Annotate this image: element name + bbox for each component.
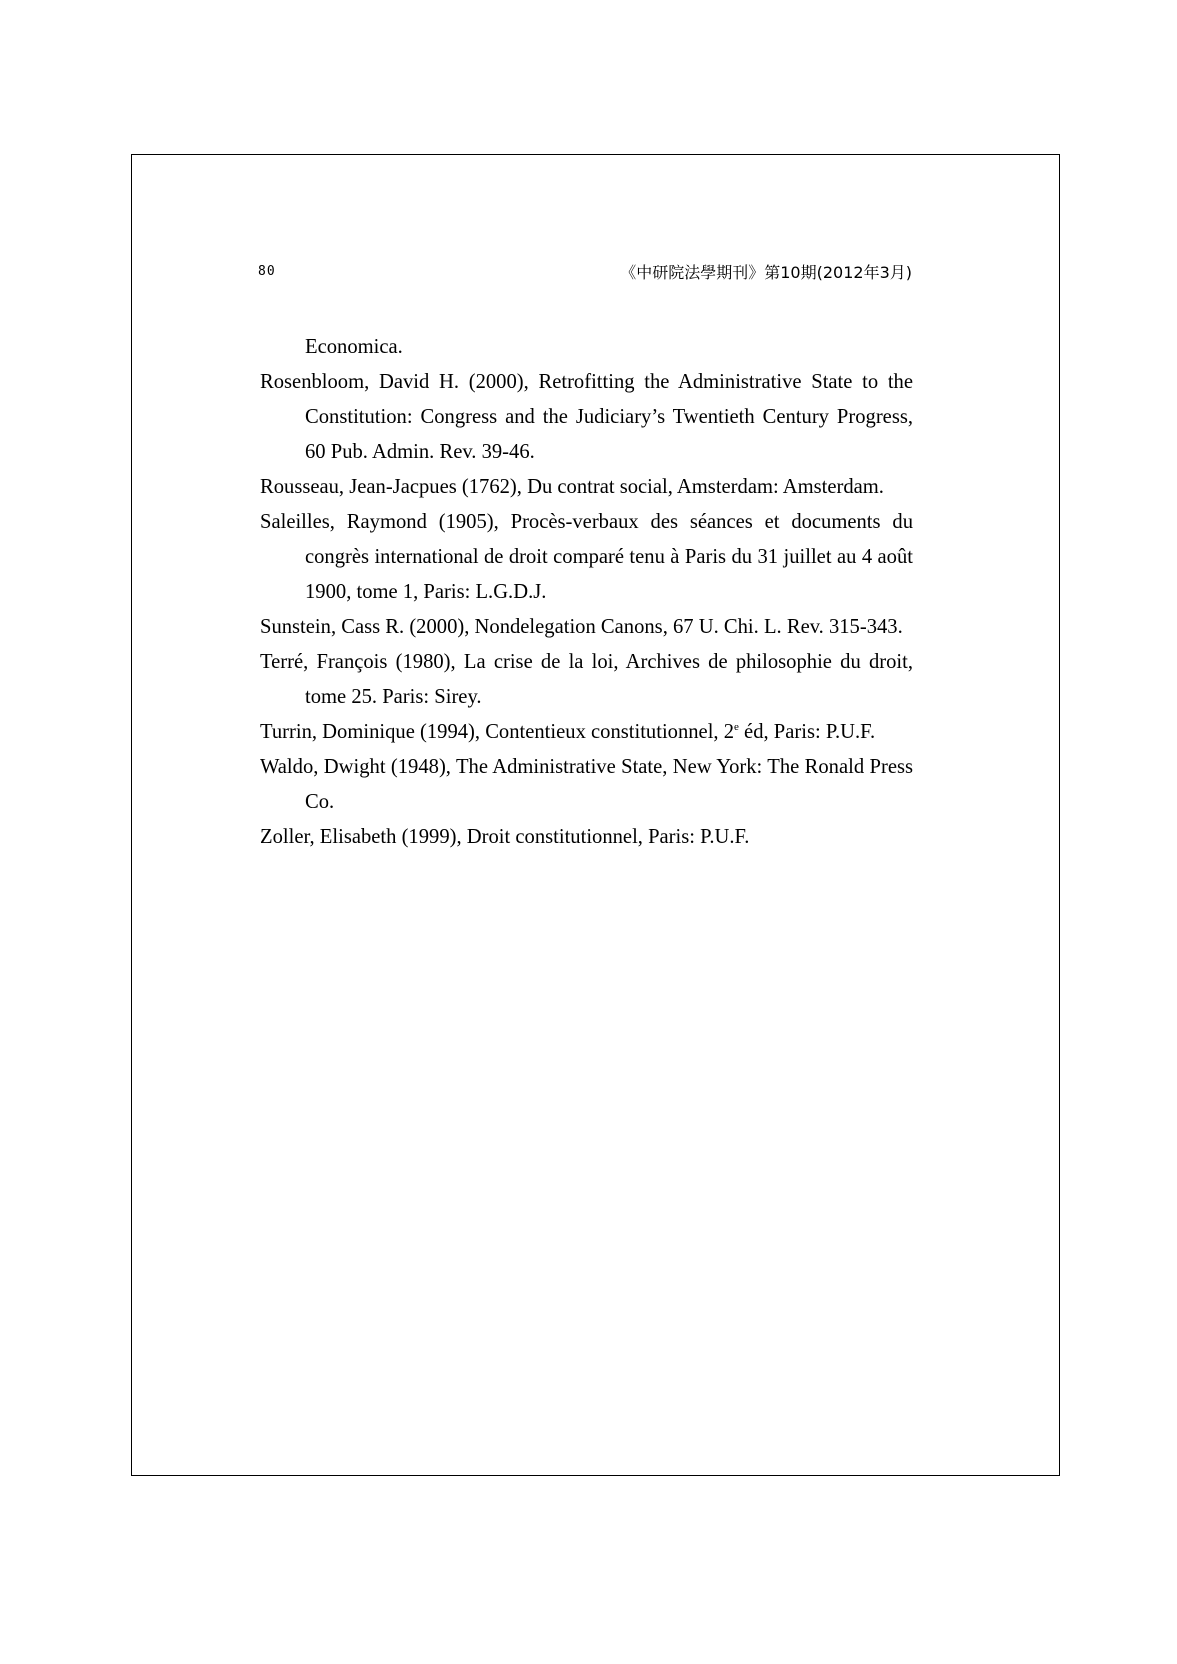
journal-running-head: 《中研院法學期刊》第10期(2012年3月) [620, 263, 912, 282]
reference-entry-saleilles: Saleilles, Raymond (1905), Procès-verbaux des séances et documents du congrès international de droit comparé tenu à Paris du 31 juillet au 4 août 1900, tome 1, Paris: L.G.D.J. [260, 511, 913, 603]
reference-entry-waldo: Waldo, Dwight (1948), The Administrative State, New York: The Ronald Press Co. [260, 756, 913, 813]
reference-entry-zoller: Zoller, Elisabeth (1999), Droit constitutionnel, Paris: P.U.F. [260, 826, 750, 848]
reference-entry-terre: Terré, François (1980), La crise de la loi, Archives de philosophie du droit, tome 25. Paris: Sirey. [260, 651, 913, 708]
reference-entry-rousseau: Rousseau, Jean-Jacpues (1762), Du contrat social, Amsterdam: Amsterdam. [260, 476, 884, 498]
superscript-e: e [734, 720, 739, 733]
reference-entry-turrin [260, 715, 913, 750]
reference-continuation: Economica. [305, 336, 403, 358]
reference-text: éd, Paris: P.U.F. [738, 721, 876, 743]
reference-list [260, 330, 913, 855]
reference-entry-sunstein: Sunstein, Cass R. (2000), Nondelegation Canons, 67 U. Chi. L. Rev. 315-343. [260, 616, 903, 638]
reference-entry-rosenbloom: Rosenbloom, David H. (2000), Retrofitting the Administrative State to the Constitution: Congress and the Judiciary’s Twentieth Century Progress, 60 Pub. Admin. Rev. 39-46. [260, 371, 913, 463]
reference-text: Turrin, Dominique (1994), Contentieux constitutionnel, 2 [260, 721, 735, 743]
page-number: 80 [258, 264, 276, 279]
